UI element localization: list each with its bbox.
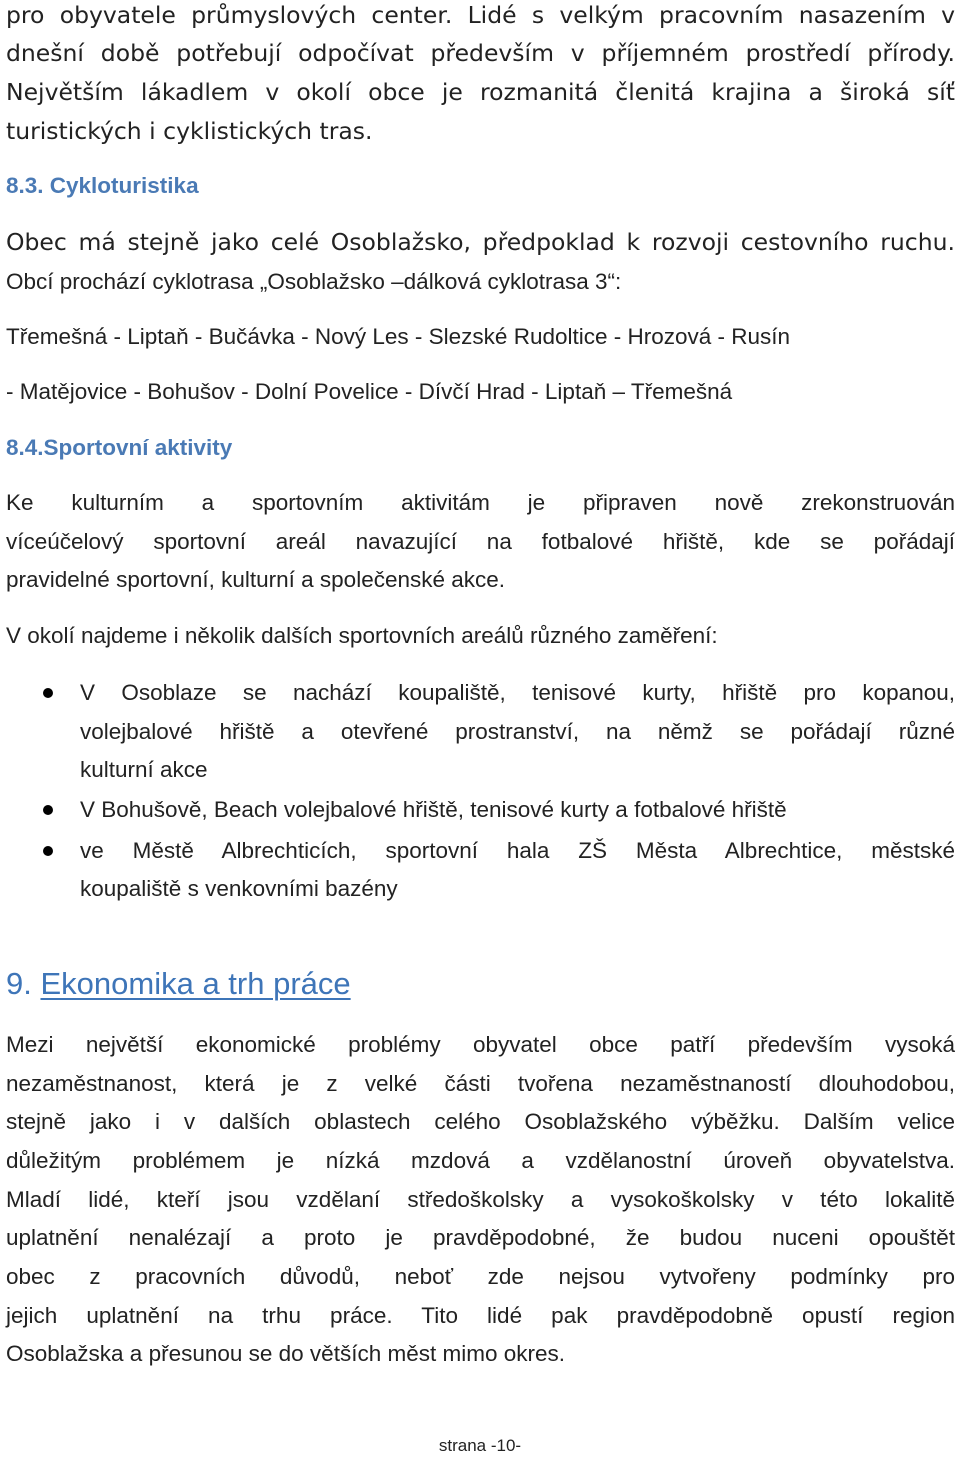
section-heading-cykloturistika: 8.3. Cykloturistika xyxy=(6,173,199,198)
chapter-heading xyxy=(6,964,351,1004)
cyklo-paragraph-2: Obcí prochází cyklotrasa „Osoblažsko –dálková cyklotrasa 3“: xyxy=(6,269,622,294)
chapter-number: 9. xyxy=(6,966,32,1001)
intro-line-3: Největším lákadlem v okolí obce je rozmanitá členitá krajina a široká síť xyxy=(6,78,955,106)
sport-paragraph-2: V okolí najdeme i několik dalších sportovních areálů různého zaměření: xyxy=(6,623,718,648)
sport-paragraph-1-line-2: víceúčelový sportovní areál navazující na fotbalové hřiště, kde se pořádají xyxy=(6,529,955,554)
intro-line-2: dnešní době potřebují odpočívat především v příjemném prostředí přírody. xyxy=(6,39,955,67)
section-heading-sportovni-aktivity: 8.4.Sportovní aktivity xyxy=(6,435,233,460)
sport-paragraph-1-line-3: pravidelné sportovní, kulturní a společenské akce. xyxy=(6,567,506,592)
chapter-title: Ekonomika a trh práce xyxy=(40,966,351,1001)
sport-paragraph-1-line-1: Ke kulturním a sportovním aktivitám je připraven nově zrekonstruován xyxy=(6,490,955,515)
economy-line-5: Mladí lidé, kteří jsou vzdělaní středoškolsky a vysokoškolsky v této lokalitě xyxy=(6,1187,955,1212)
bullet-2-line-1: V Bohušově, Beach volejbalové hřiště, tenisové kurty a fotbalové hřiště xyxy=(80,797,787,822)
intro-line-4: turistických i cyklistických tras. xyxy=(6,117,373,145)
cyklo-route-line-1: Třemešná - Liptaň - Bučávka - Nový Les - Slezské Rudoltice - Hrozová - Rusín xyxy=(6,324,791,349)
bullet-icon xyxy=(43,846,53,856)
bullet-1-line-1: V Osoblaze se nachází koupaliště, tenisové kurty, hřiště pro kopanou, xyxy=(80,680,955,705)
economy-line-9: Osoblažska a přesunou se do větších měst mimo okres. xyxy=(6,1341,565,1366)
economy-line-3: stejně jako i v dalších oblastech celého Osoblažského výběžku. Dalším velice xyxy=(6,1109,955,1134)
economy-line-2: nezaměstnanost, která je z velké části tvořena nezaměstnaností dlouhodobou, xyxy=(6,1071,955,1096)
bullet-icon xyxy=(43,805,53,815)
bullet-3-line-2: koupaliště s venkovními bazény xyxy=(80,876,398,901)
economy-line-4: důležitým problémem je nízká mzdová a vzdělanostní úroveň obyvatelstva. xyxy=(6,1148,955,1173)
cyklo-route-line-2: - Matějovice - Bohušov - Dolní Povelice - Dívčí Hrad - Liptaň – Třemešná xyxy=(6,379,733,404)
intro-line-1: pro obyvatele průmyslových center. Lidé s velkým pracovním nasazením v xyxy=(6,1,955,29)
economy-line-8: jejich uplatnění na trhu práce. Tito lidé pak pravděpodobně opustí region xyxy=(6,1303,955,1328)
bullet-icon xyxy=(43,688,53,698)
bullet-1-line-2: volejbalové hřiště a otevřené prostranství, na němž se pořádají různé xyxy=(80,719,955,744)
bullet-3-line-1: ve Městě Albrechticích, sportovní hala ZŠ Města Albrechtice, městské xyxy=(80,838,955,863)
economy-line-7: obec z pracovních důvodů, neboť zde nejsou vytvořeny podmínky pro xyxy=(6,1264,955,1289)
page-number: strana -10- xyxy=(438,1436,522,1455)
bullet-1-line-3: kulturní akce xyxy=(80,757,208,782)
economy-line-1: Mezi největší ekonomické problémy obyvatel obce patří především vysoká xyxy=(6,1032,955,1057)
economy-line-6: uplatnění nenalézají a proto je pravděpodobné, že budou nuceni opouštět xyxy=(6,1225,955,1250)
cyklo-paragraph-1: Obec má stejně jako celé Osoblažsko, předpoklad k rozvoji cestovního ruchu. xyxy=(6,228,955,256)
